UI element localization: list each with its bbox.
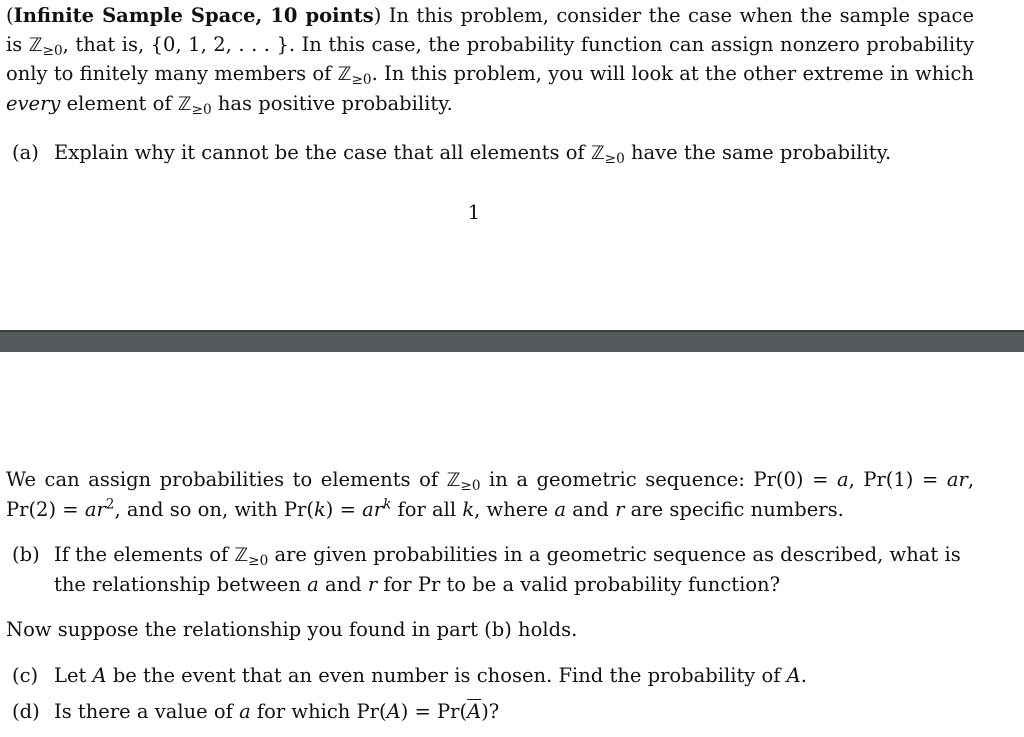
part-a-label: (a) [12, 141, 39, 164]
problem-intro [6, 2, 974, 119]
page-separator [0, 330, 1024, 352]
page-number: 1 [467, 201, 481, 224]
title-open-paren: ( [6, 4, 14, 27]
part-c-text: Let A be the event that an even number is chosen. Find the probability of A. [54, 664, 807, 687]
part-b [12, 541, 974, 599]
part-d [12, 698, 974, 727]
document-page-1 [0, 0, 1024, 330]
part-b-label: (b) [12, 543, 40, 566]
part-a-text: Explain why it cannot be the case that all elements of ℤ$_{\ge 0}$ have the same probability. [54, 141, 892, 168]
title-close-paren: ) [373, 4, 382, 27]
part-d-label: (d) [12, 700, 40, 723]
now-suppose-paragraph: Now suppose the relationship you found in part (b) holds. [6, 618, 578, 641]
part-c [12, 662, 974, 691]
problem-title: Infinite Sample Space, 10 points [13, 4, 374, 27]
part-a [12, 139, 974, 169]
problem-intro-text: In this problem, consider the case when the sample space is ℤ$_{\ge 0}$, that is, {0, 1, 2, . . . }. In this case, the probability function can assign nonzero probability only to finitely many members of ℤ$_{\ge 0}$. In this problem, you will look at the other extreme in which every element of ℤ$_{\ge 0}$ has positive probability. [6, 4, 974, 118]
geometric-sequence-paragraph: We can assign probabilities to elements of ℤ$_{\ge 0}$ in a geometric sequence: Pr(0) = a, Pr(1) = ar, $Pr(2) = ar^2$, and so on, with $Pr(k) = ar^k$ for all k, where a and r are specific numbers. [6, 468, 975, 521]
part-d-text: Is there a value of a for which $Pr(A) = Pr(\overline{A})$? [54, 700, 500, 723]
part-c-label: (c) [12, 664, 39, 687]
part-b-text: If the elements of ℤ$_{\ge 0}$ are given probabilities in a geometric sequence as described, what is the relationship between a and r for Pr to be a valid probability function? [54, 543, 961, 596]
